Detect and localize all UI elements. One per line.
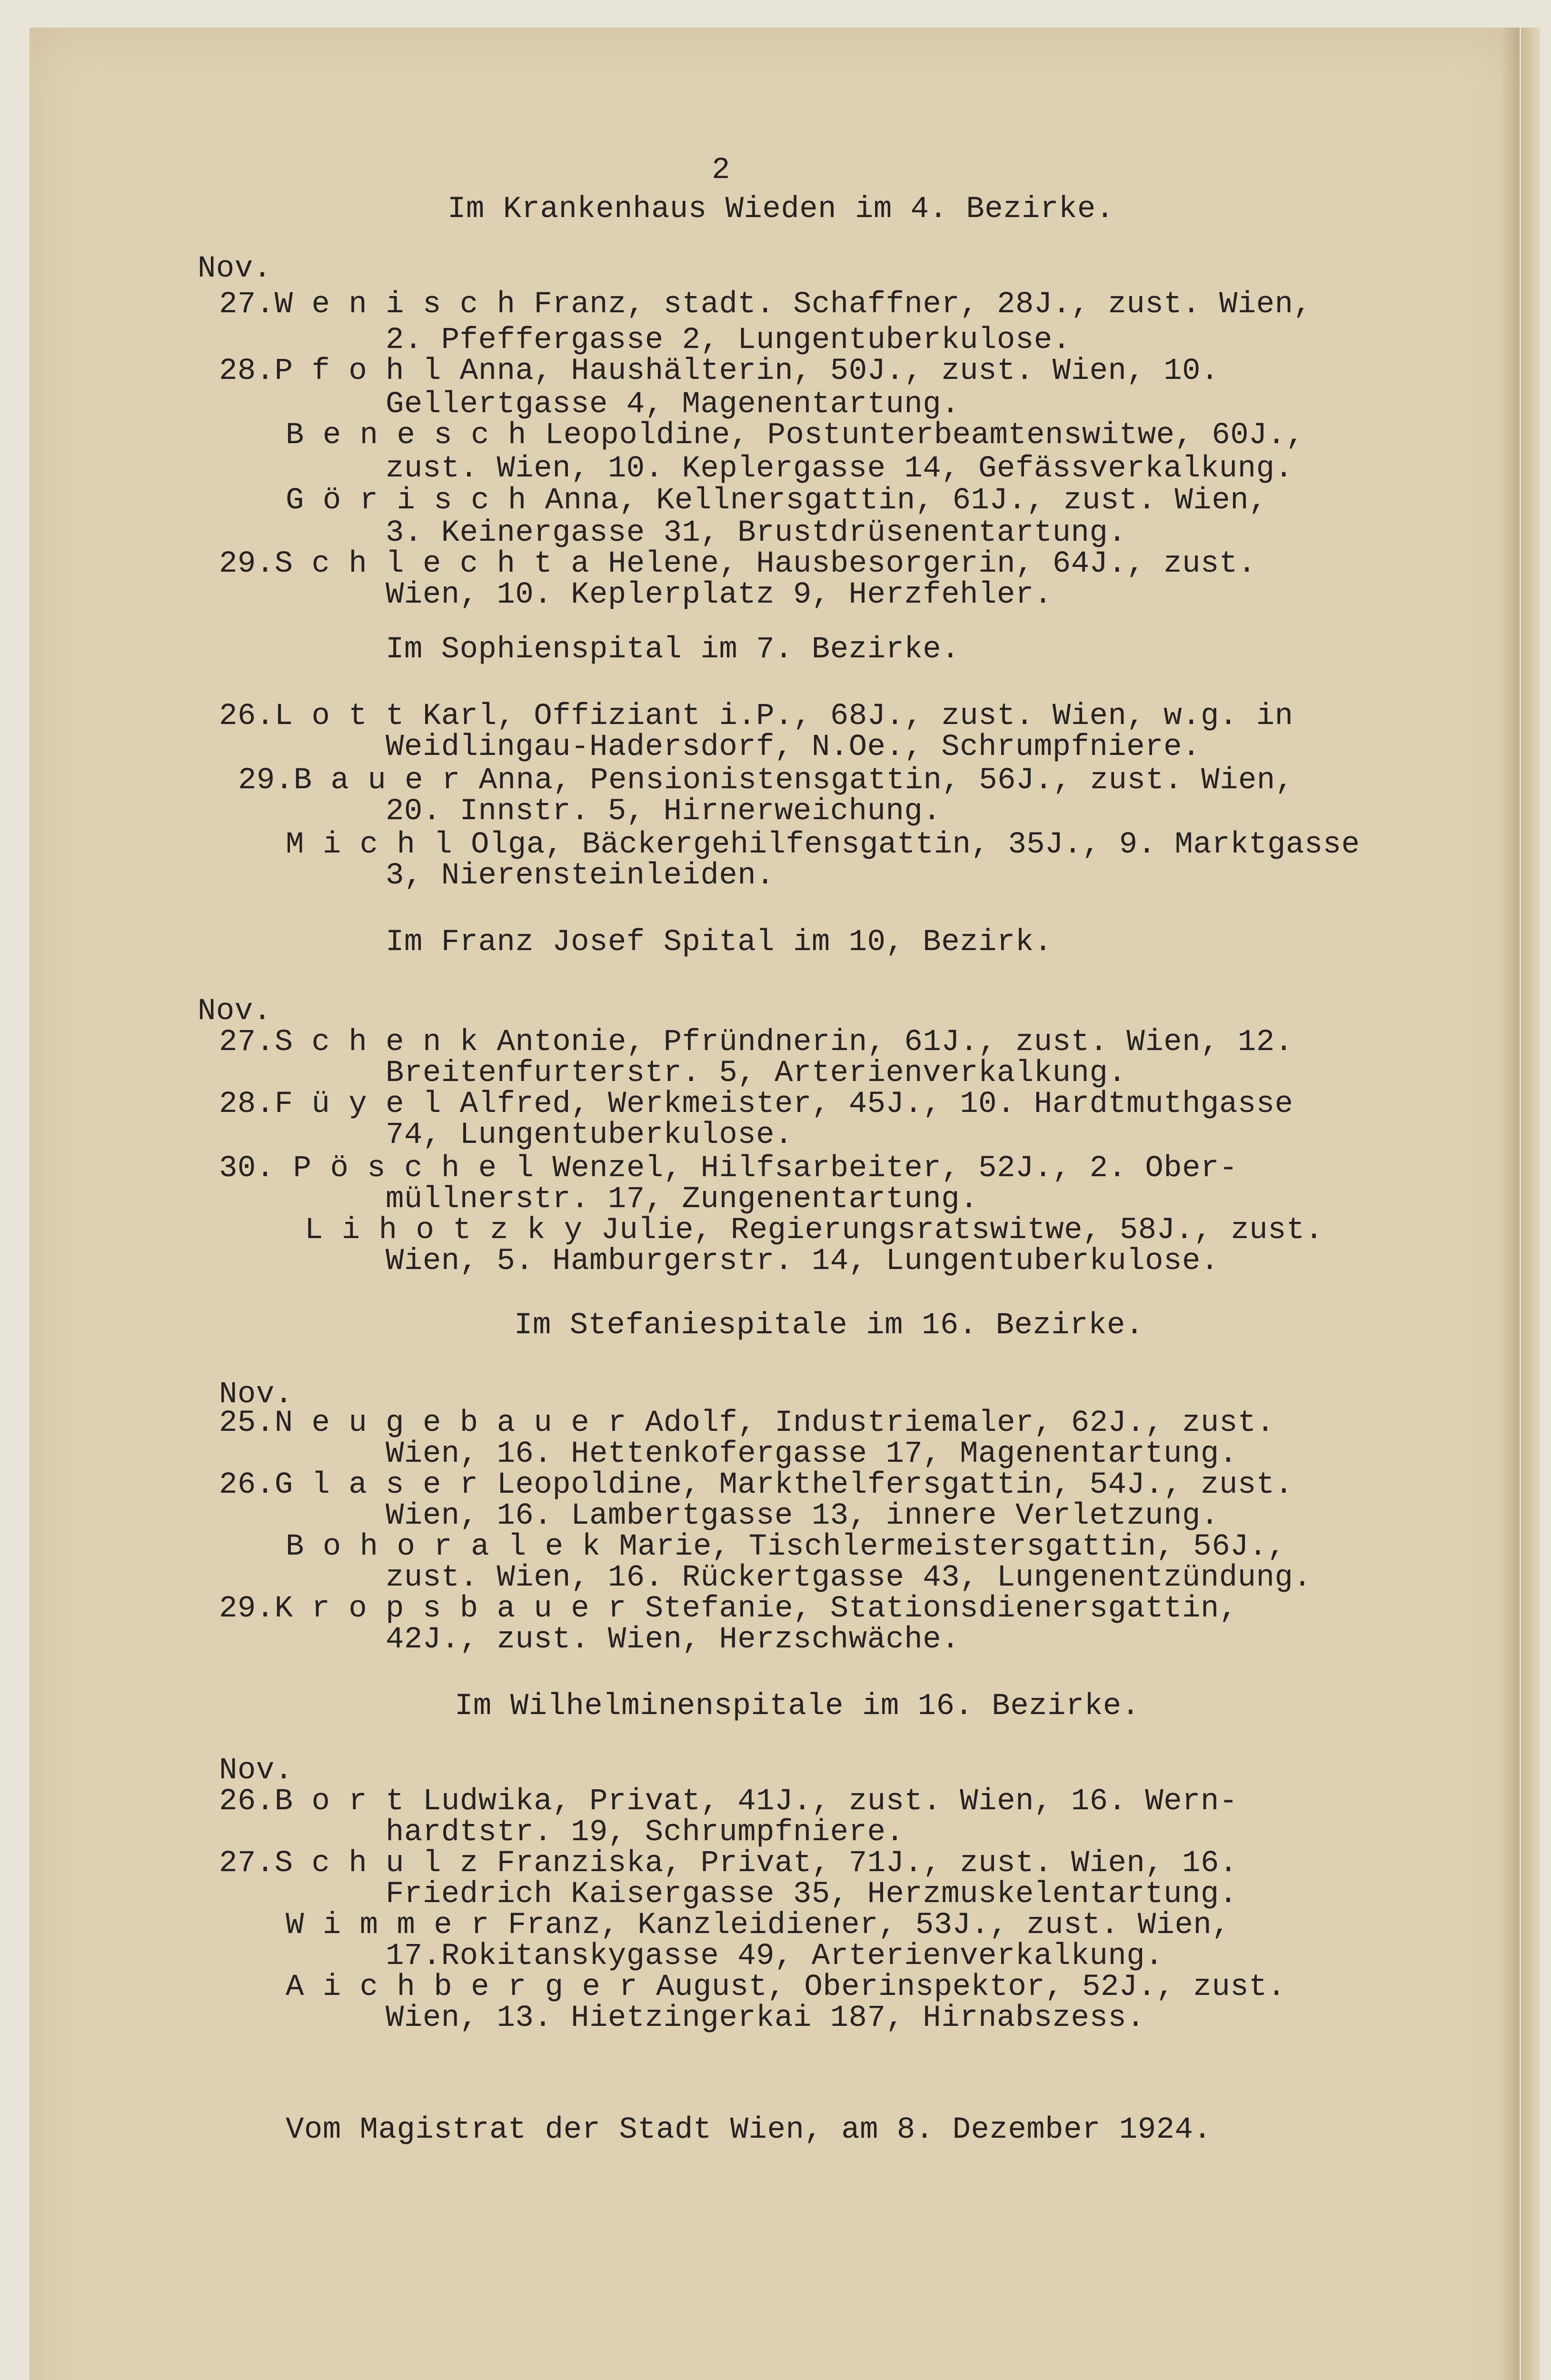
- entry-line: 74, Lungentuberkulose.: [386, 1118, 793, 1152]
- entry-line: zust. Wien, 10. Keplergasse 14, Gefässverkalkung.: [386, 452, 1293, 486]
- entry-line: A i c h b e r g e r August, Oberinspektor, 52J., zust.: [286, 1970, 1286, 2004]
- entry-line: müllnerstr. 17, Zungenentartung.: [386, 1182, 978, 1217]
- entry-line: Wien, 13. Hietzingerkai 187, Hirnabszess.: [386, 2001, 1145, 2035]
- entry-line: 28.P f o h l Anna, Haushälterin, 50J., zust. Wien, 10.: [219, 354, 1219, 388]
- section-title-wieden: Im Krankenhaus Wieden im 4. Bezirke.: [447, 192, 1114, 227]
- entry-line: 3, Nierensteinleiden.: [386, 859, 775, 893]
- entry-line: Wien, 5. Hamburgerstr. 14, Lungentuberkulose.: [386, 1244, 1219, 1279]
- entry-line: 29.K r o p s b a u e r Stefanie, Stationsdienersgattin,: [219, 1592, 1238, 1626]
- entry-line: Breitenfurterstr. 5, Arterienverkalkung.: [386, 1056, 1127, 1091]
- entry-line: 27.S c h e n k Antonie, Pfründnerin, 61J., zust. Wien, 12.: [219, 1025, 1293, 1060]
- entry-line: hardtstr. 19, Schrumpfniere.: [386, 1815, 905, 1850]
- month-label: Nov.: [219, 1754, 293, 1788]
- entry-line: 29.S c h l e c h t a Helene, Hausbesorgerin, 64J., zust.: [219, 547, 1256, 581]
- month-label: Nov.: [219, 1378, 293, 1412]
- entry-line: 28.F ü y e l Alfred, Werkmeister, 45J., 10. Hardtmuthgasse: [219, 1087, 1293, 1121]
- entry-line: Gellertgasse 4, Magenentartung.: [386, 387, 960, 422]
- entry-line: Wien, 10. Keplerplatz 9, Herzfehler.: [386, 578, 1053, 612]
- closing-signature-line: Vom Magistrat der Stadt Wien, am 8. Dezember 1924.: [286, 2113, 1212, 2147]
- entry-line: B e n e s c h Leopoldine, Postunterbeamtenswitwe, 60J.,: [286, 418, 1304, 453]
- entry-line: 27.W e n i s c h Franz, stadt. Schaffner, 28J., zust. Wien,: [219, 288, 1312, 322]
- entry-line: M i c h l Olga, Bäckergehilfensgattin, 35J., 9. Marktgasse: [286, 828, 1360, 862]
- entry-line: 42J., zust. Wien, Herzschwäche.: [386, 1623, 960, 1657]
- section-title-franz-josef-spital: Im Franz Josef Spital im 10, Bezirk.: [386, 925, 1053, 960]
- page-number: 2: [712, 153, 730, 188]
- entry-line: Wien, 16. Hettenkofergasse 17, Magenentartung.: [386, 1437, 1238, 1471]
- entry-line: 30. P ö s c h e l Wenzel, Hilfsarbeiter, 52J., 2. Ober-: [219, 1151, 1238, 1186]
- entry-line: 26.B o r t Ludwika, Privat, 41J., zust. Wien, 16. Wern-: [219, 1785, 1238, 1819]
- entry-line: 25.N e u g e b a u e r Adolf, Industriemaler, 62J., zust.: [219, 1406, 1275, 1440]
- page-edge: [1521, 28, 1540, 2380]
- entry-line: 17.Rokitanskygasse 49, Arterienverkalkung.: [386, 1939, 1164, 1973]
- entry-line: Weidlingau-Hadersdorf, N.Oe., Schrumpfniere.: [386, 730, 1201, 764]
- entry-line: 20. Innstr. 5, Hirnerweichung.: [386, 794, 942, 829]
- section-title-stefaniespitale: Im Stefaniespitale im 16. Bezirke.: [514, 1309, 1144, 1343]
- entry-line: 27.S c h u l z Franziska, Privat, 71J., zust. Wien, 16.: [219, 1846, 1238, 1881]
- entry-line: 26.G l a s e r Leopoldine, Markthelfersgattin, 54J., zust.: [219, 1468, 1293, 1502]
- entry-line: G ö r i s c h Anna, Kellnersgattin, 61J., zust. Wien,: [286, 484, 1268, 518]
- entry-line: B o h o r a l e k Marie, Tischlermeistersgattin, 56J.,: [286, 1530, 1286, 1564]
- entry-line: Friedrich Kaisergasse 35, Herzmuskelentartung.: [386, 1877, 1238, 1912]
- entry-line: Wien, 16. Lambertgasse 13, innere Verletzung.: [386, 1499, 1219, 1533]
- entry-line: 29.B a u e r Anna, Pensionistensgattin, 56J., zust. Wien,: [238, 764, 1294, 798]
- entry-line: 26.L o t t Karl, Offiziant i.P., 68J., zust. Wien, w.g. in: [219, 699, 1293, 734]
- entry-line: zust. Wien, 16. Rückertgasse 43, Lungenentzündung.: [386, 1561, 1312, 1595]
- month-label: Nov.: [198, 994, 272, 1029]
- section-title-wilhelminenspitale: Im Wilhelminenspitale im 16. Bezirke.: [455, 1689, 1140, 1724]
- section-title-sophienspital: Im Sophienspital im 7. Bezirke.: [386, 633, 960, 667]
- page-fold-shadow: [1501, 28, 1520, 2380]
- entry-line: 2. Pfeffergasse 2, Lungentuberkulose.: [386, 323, 1071, 357]
- entry-line: 3. Keinergasse 31, Brustdrüsenentartung.: [386, 516, 1127, 550]
- entry-line: W i m m e r Franz, Kanzleidiener, 53J., zust. Wien,: [286, 1908, 1231, 1943]
- month-label: Nov.: [198, 252, 272, 286]
- entry-line: L i h o t z k y Julie, Regierungsratswitwe, 58J., zust.: [305, 1213, 1323, 1248]
